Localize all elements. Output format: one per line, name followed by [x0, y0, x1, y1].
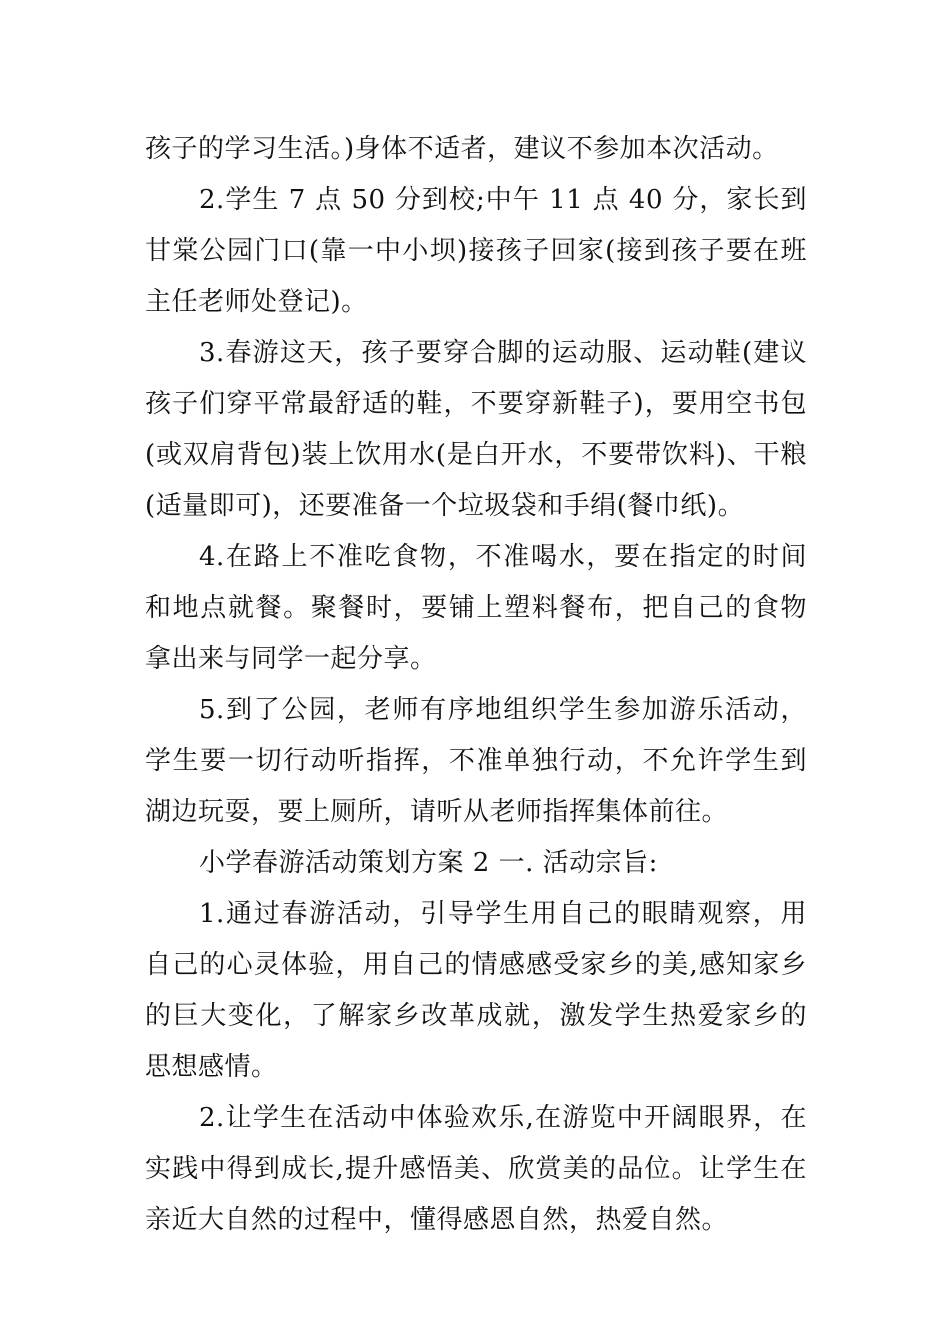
- paragraph-item-3: 3.春游这天，孩子要穿合脚的运动服、运动鞋(建议孩子们穿平常最舒适的鞋，不要穿新鞋子)，要用空书包(或双肩背包)装上饮用水(是白开水，不要带饮料)、干粮(适量即可)，还要准备一个垃圾袋和手绢(餐巾纸)。: [145, 338, 807, 521]
- document-body: [145, 124, 807, 1246]
- paragraph-aim-2: 2.让学生在活动中体验欢乐,在游览中开阔眼界，在实践中得到成长,提升感悟美、欣赏美的品位。让学生在亲近大自然的过程中，懂得感恩自然，热爱自然。: [145, 1103, 807, 1235]
- paragraph-item-4: 4.在路上不准吃食物，不准喝水，要在指定的时间和地点就餐。聚餐时，要铺上塑料餐布，把自己的食物拿出来与同学一起分享。: [145, 542, 807, 674]
- paragraph-item-5: 5.到了公园，老师有序地组织学生参加游乐活动，学生要一切行动听指挥，不准单独行动，不允许学生到湖边玩耍，要上厕所，请听从老师指挥集体前往。: [145, 695, 807, 827]
- paragraph-continuation: 孩子的学习生活。)身体不适者，建议不参加本次活动。: [145, 134, 779, 164]
- paragraph-item-2: 2.学生 7 点 50 分到校;中午 11 点 40 分，家长到甘棠公园门口(靠一中小坝)接孩子回家(接到孩子要在班主任老师处登记)。: [145, 185, 807, 317]
- paragraph-aim-1: 1.通过春游活动，引导学生用自己的眼睛观察，用自己的心灵体验，用自己的情感感受家乡的美,感知家乡的巨大变化，了解家乡改革成就，激发学生热爱家乡的思想感情。: [145, 899, 807, 1082]
- section-heading: 小学春游活动策划方案 2 一. 活动宗旨:: [199, 848, 658, 878]
